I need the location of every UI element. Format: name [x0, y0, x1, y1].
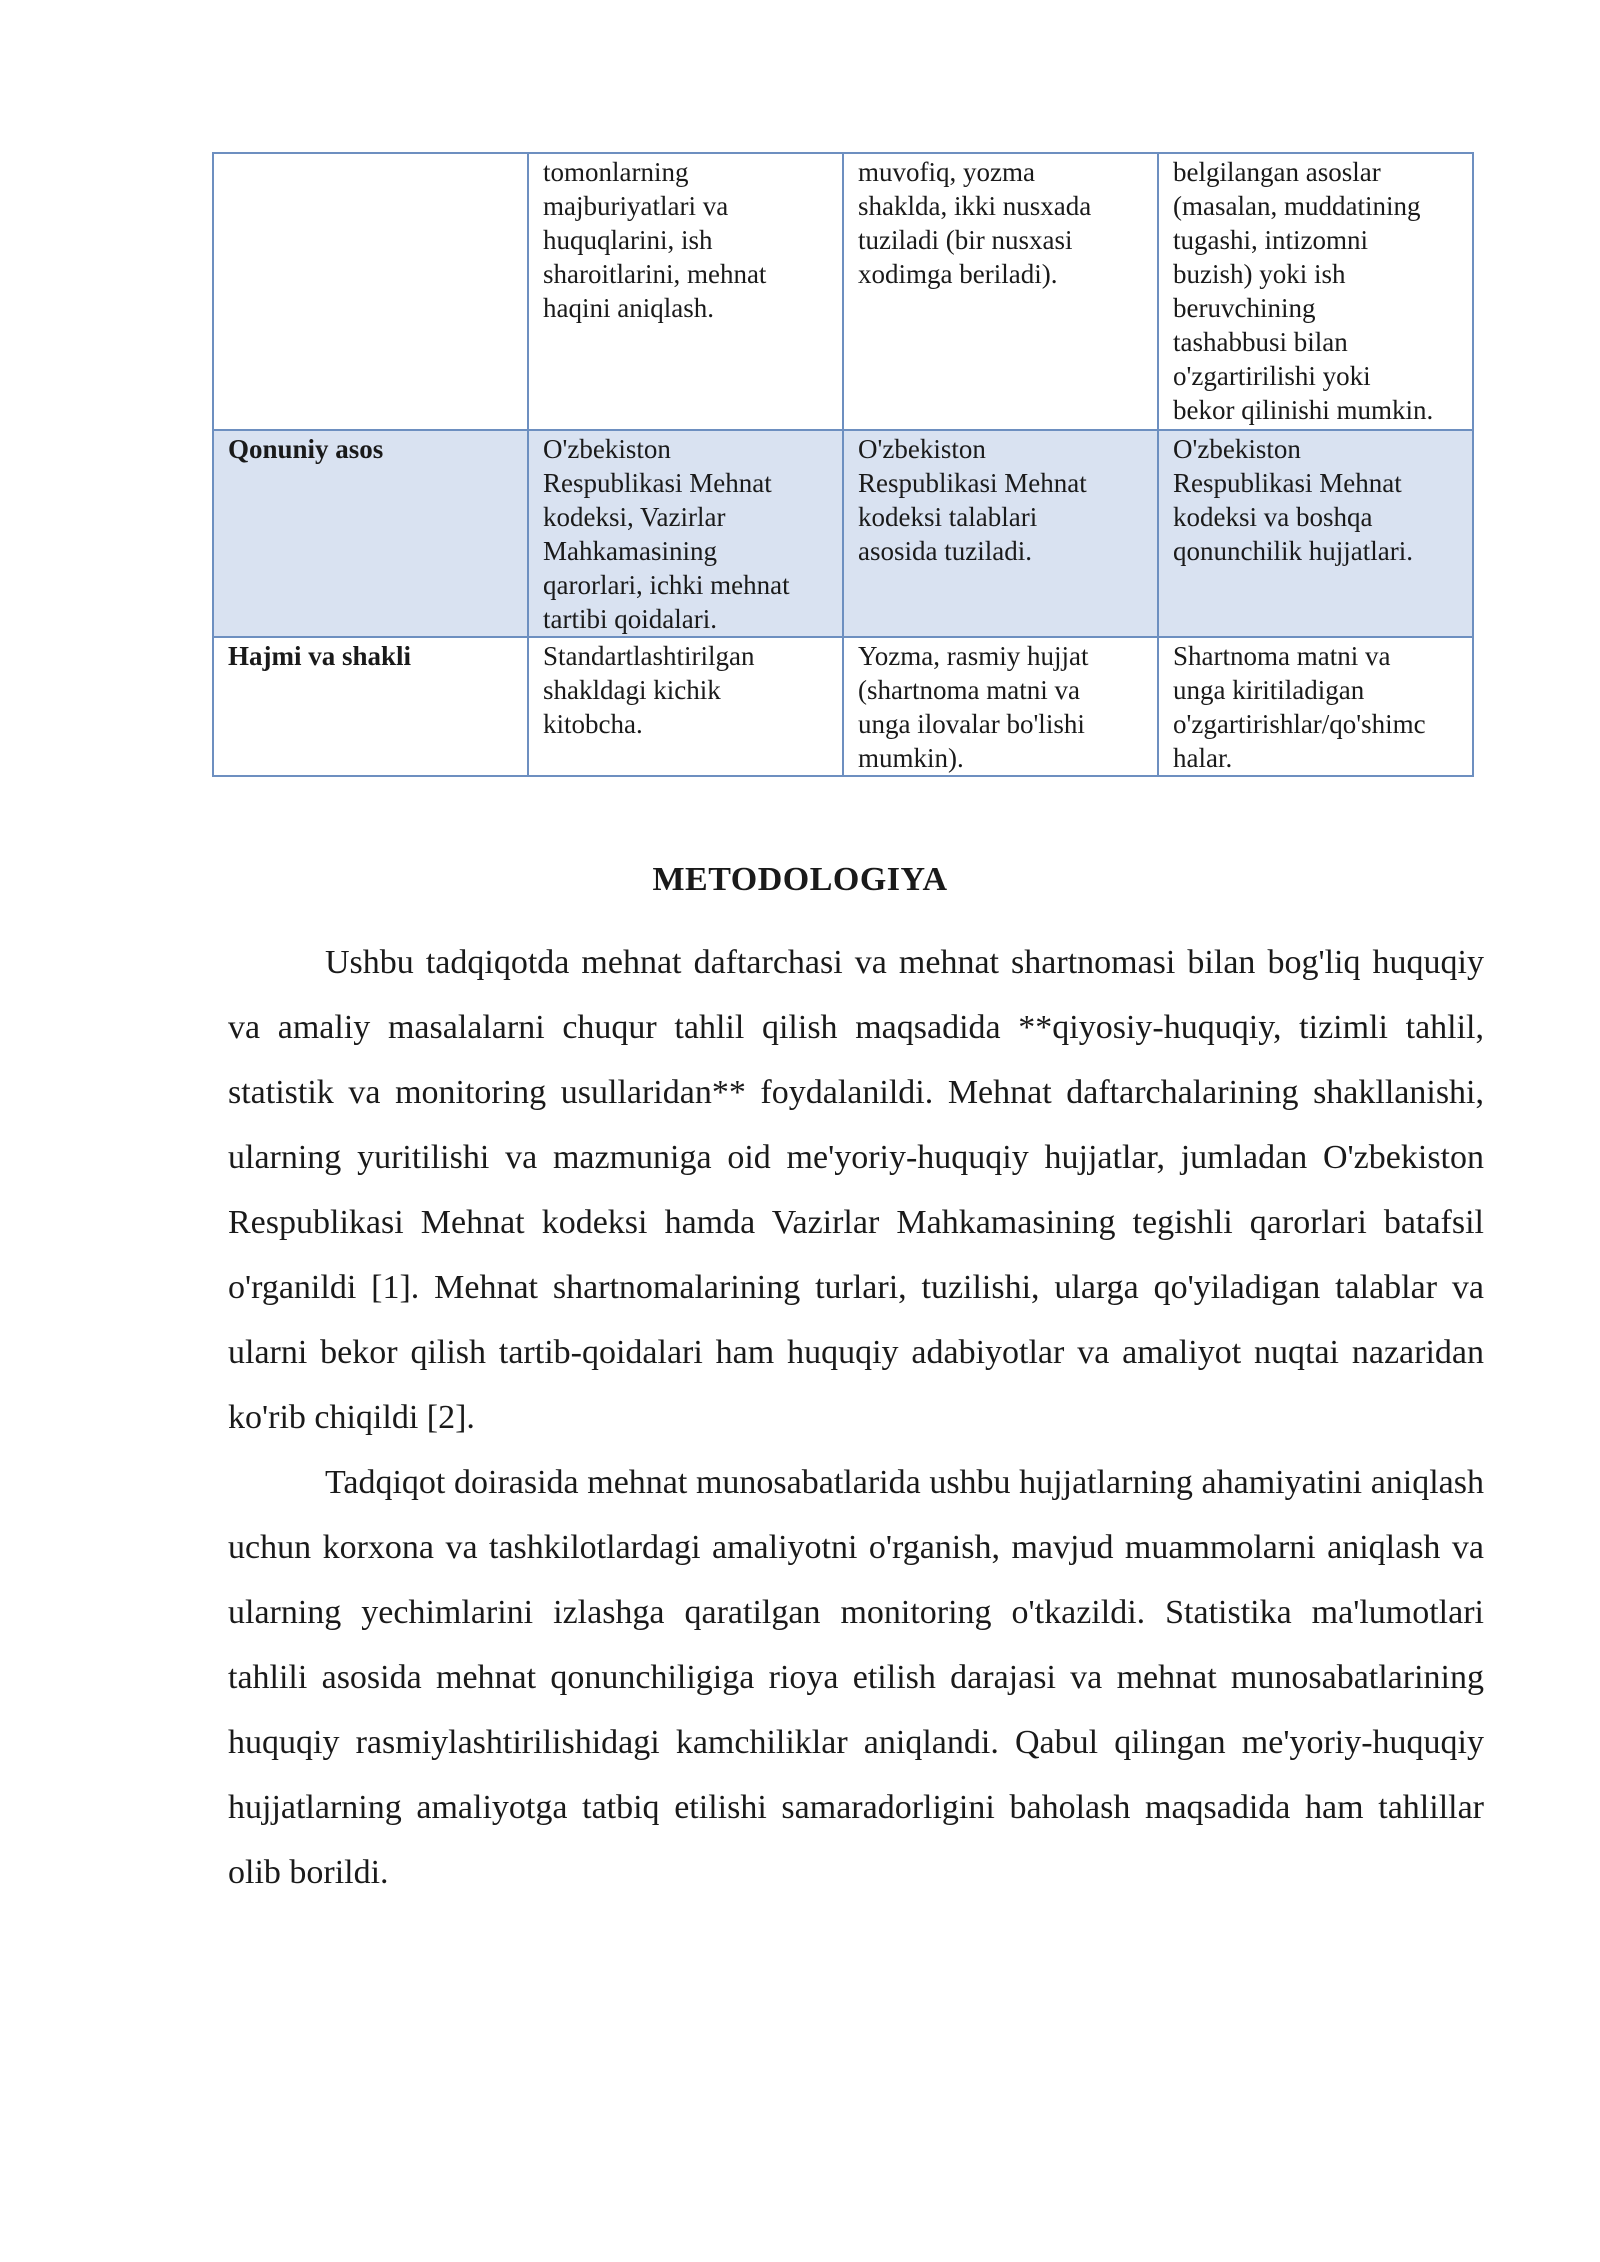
table-row [213, 153, 1473, 430]
body-paragraph: Tadqiqot doirasida mehnat munosabatlarida ushbu hujjatlarning ahamiyatini aniqlash uchun korxona va tashkilotlardagi amaliyotni o'rganish, mavjud muammolarni aniqlash va ularning yechimlarini izlashga qaratilgan monitoring o'tkazildi. Statistika ma'lumotlari tahlili asosida mehnat qonunchiligiga rioya etilish darajasi va mehnat munosabatlarining huquqiy rasmiylashtirilishidagi kamchiliklar aniqlandi. Qabul qilingan me'yoriy-huquqiy hujjatlarning amaliyotga tatbiq etilishi samaradorligini baholash maqsadida ham tahlillar olib borildi. [228, 1464, 1484, 1891]
table-cell [1158, 637, 1473, 776]
table-cell [843, 637, 1158, 776]
cell-text: tomonlarning majburiyatlari va huquqlarini, ish sharoitlarini, mehnat haqini aniqlash. [543, 157, 767, 323]
row-header-cell [213, 153, 528, 430]
section-title: METODOLOGIYA [652, 861, 948, 898]
cell-text: Standartlashtirilgan shakldagi kichik kitobcha. [543, 641, 755, 739]
table-cell [843, 153, 1158, 430]
cell-text: Yozma, rasmiy hujjat (shartnoma matni va unga ilovalar bo'lishi mumkin). [858, 641, 1089, 773]
cell-text: belgilangan asoslar (masalan, muddatining tugashi, intizomni buzish) yoki ish beruvchining tashabbusi bilan o'zgartirilishi yoki bekor qilinishi mumkin. [1173, 157, 1434, 425]
cell-text: O'zbekiston Respublikasi Mehnat kodeksi talablari asosida tuziladi. [858, 434, 1087, 566]
table-cell [1158, 430, 1473, 637]
table-cell [843, 430, 1158, 637]
body-paragraph: Ushbu tadqiqotda mehnat daftarchasi va mehnat shartnomasi bilan bog'liq huquqiy va amaliy masalalarni chuqur tahlil qilish maqsadida **qiyosiy-huquqiy, tizimli tahlil, statistik va monitoring usullaridan** foydalanildi. Mehnat daftarchalarining shakllanishi, ularning yuritilishi va mazmuniga oid me'yoriy-huquqiy hujjatlar, jumladan O'zbekiston Respublikasi Mehnat kodeksi hamda Vazirlar Mahkamasining tegishli qarorlari batafsil o'rganildi [1]. Mehnat shartnomalarining turlari, tuzilishi, ularga qo'yiladigan talablar va ularni bekor qilish tartib-qoidalari ham huquqiy adabiyotlar va amaliyot nuqtai nazaridan ko'rib chiqildi [2]. [228, 944, 1484, 1436]
table-cell [1158, 153, 1473, 430]
table-cell [528, 430, 843, 637]
cell-text: O'zbekiston Respublikasi Mehnat kodeksi, Vazirlar Mahkamasining qarorlari, ichki mehnat tartibi qoidalari. [543, 434, 790, 634]
section-body [228, 930, 1484, 1905]
table-cell [528, 637, 843, 776]
row-header-cell: Qonuniy asos [213, 430, 528, 637]
row-header-cell: Hajmi va shakli [213, 637, 528, 776]
table-row [213, 637, 1473, 776]
table-row [213, 430, 1473, 637]
cell-text: Shartnoma matni va unga kiritiladigan o'zgartirishlar/qo'shimc halar. [1173, 641, 1426, 773]
comparison-table [212, 152, 1474, 777]
cell-text: O'zbekiston Respublikasi Mehnat kodeksi va boshqa qonunchilik hujjatlari. [1173, 434, 1413, 566]
table-cell [528, 153, 843, 430]
cell-text: muvofiq, yozma shaklda, ikki nusxada tuziladi (bir nusxasi xodimga beriladi). [858, 157, 1092, 289]
